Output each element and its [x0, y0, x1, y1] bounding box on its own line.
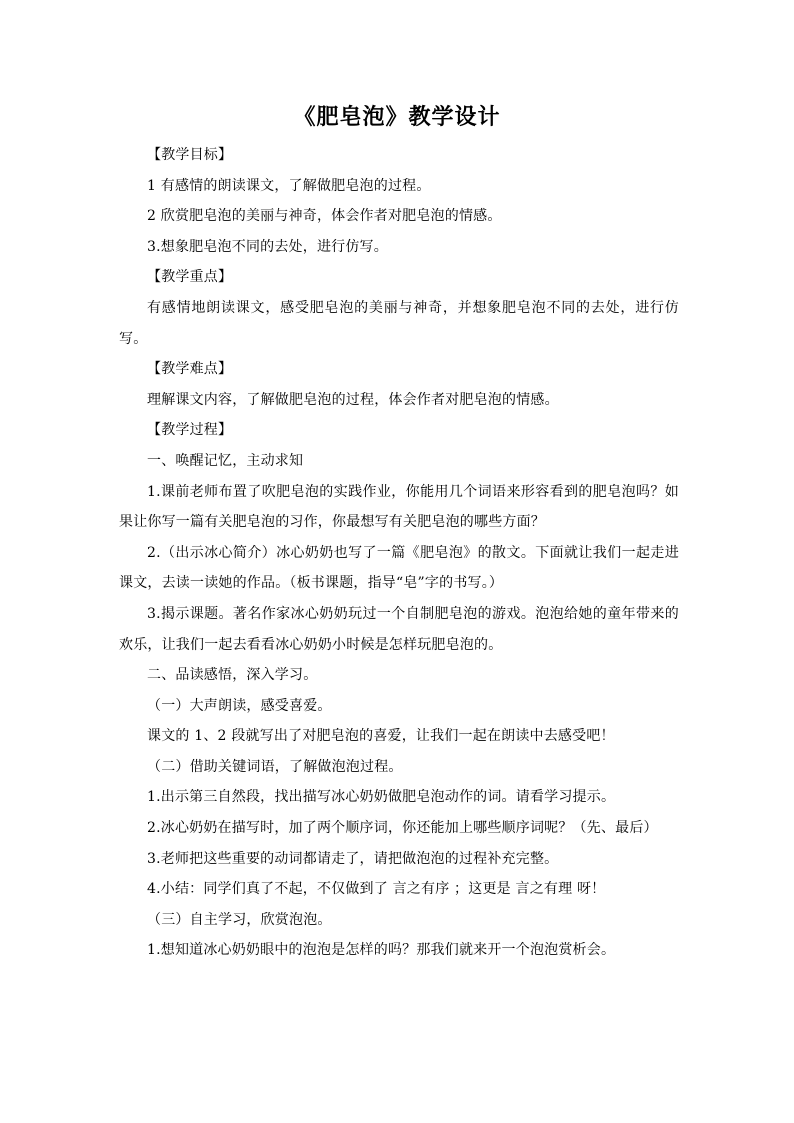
document-body: [119, 140, 679, 966]
process-step-2-2: 2.冰心奶奶在描写时，加了两个顺序词，你还能加上哪些顺序词呢？（先、最后）: [147, 820, 658, 837]
process-step-1-3: 3.揭示课题。著名作家冰心奶奶玩过一个自制肥皂泡的游戏。泡泡给她的童年带来的欢乐，让我们一起去看看冰心奶奶小时候是怎样玩肥皂泡的。: [119, 605, 679, 653]
section-heading-objectives: 【教学目标】: [147, 147, 233, 163]
difficulties-text: 理解课文内容，了解做肥皂泡的过程，体会作者对肥皂泡的情感。: [147, 391, 559, 408]
process-part-1-heading: 一、唤醒记忆，主动求知: [147, 452, 304, 469]
process-step-1-2: 2.（出示冰心简介）冰心奶奶也写了一篇《肥皂泡》的散文。下面就让我们一起走进课文，去读一读她的作品。（板书课题，指导“皂”字的书写。）: [119, 544, 679, 592]
process-part-2-heading: 二、品读感悟，深入学习。: [147, 667, 318, 684]
objective-2: 2 欣赏肥皂泡的美丽与神奇，体会作者对肥皂泡的情感。: [147, 208, 502, 225]
document-title: 《肥皂泡》教学设计: [293, 105, 501, 130]
process-step-1-1: 1.课前老师布置了吹肥皂泡的实践作业，你能用几个词语来形容看到的肥皂泡吗？如果让你写一篇有关肥皂泡的习作，你最想写有关肥皂泡的哪些方面？: [119, 483, 679, 531]
process-step-2-4: 4.小结：同学们真了不起，不仅做到了 言之有序 ；这更是 言之有理 呀！: [147, 881, 606, 898]
process-step-2-3: 3.老师把这些重要的动词都请走了，请把做泡泡的过程补充完整。: [147, 850, 559, 867]
objective-1: 1 有感情的朗读课文，了解做肥皂泡的过程。: [147, 177, 431, 194]
process-sub-3-heading: （三）自主学习，欣赏泡泡。: [147, 911, 332, 928]
process-sub-2-heading: （二）借助关键词语，了解做泡泡过程。: [147, 758, 403, 775]
process-sub-1-text: 课文的 1、2 段就写出了对肥皂泡的喜爱，让我们一起在朗读中去感受吧！: [147, 728, 615, 745]
process-step-3-1: 1.想知道冰心奶奶眼中的泡泡是怎样的吗？那我们就来开一个泡泡赏析会。: [147, 942, 616, 959]
process-sub-1-heading: （一）大声朗读，感受喜爱。: [147, 697, 332, 714]
section-heading-process: 【教学过程】: [147, 422, 233, 439]
section-heading-difficulties: 【教学难点】: [147, 361, 233, 378]
process-step-2-1: 1.出示第三自然段，找出描写冰心奶奶做肥皂泡动作的词。请看学习提示。: [147, 789, 616, 806]
key-points-text: 有感情地朗读课文，感受肥皂泡的美丽与神奇，并想象肥皂泡不同的去处，进行仿写。: [119, 299, 679, 347]
section-heading-key-points: 【教学重点】: [147, 269, 233, 286]
objective-3: 3.想象肥皂泡不同的去处，进行仿写。: [147, 238, 388, 255]
